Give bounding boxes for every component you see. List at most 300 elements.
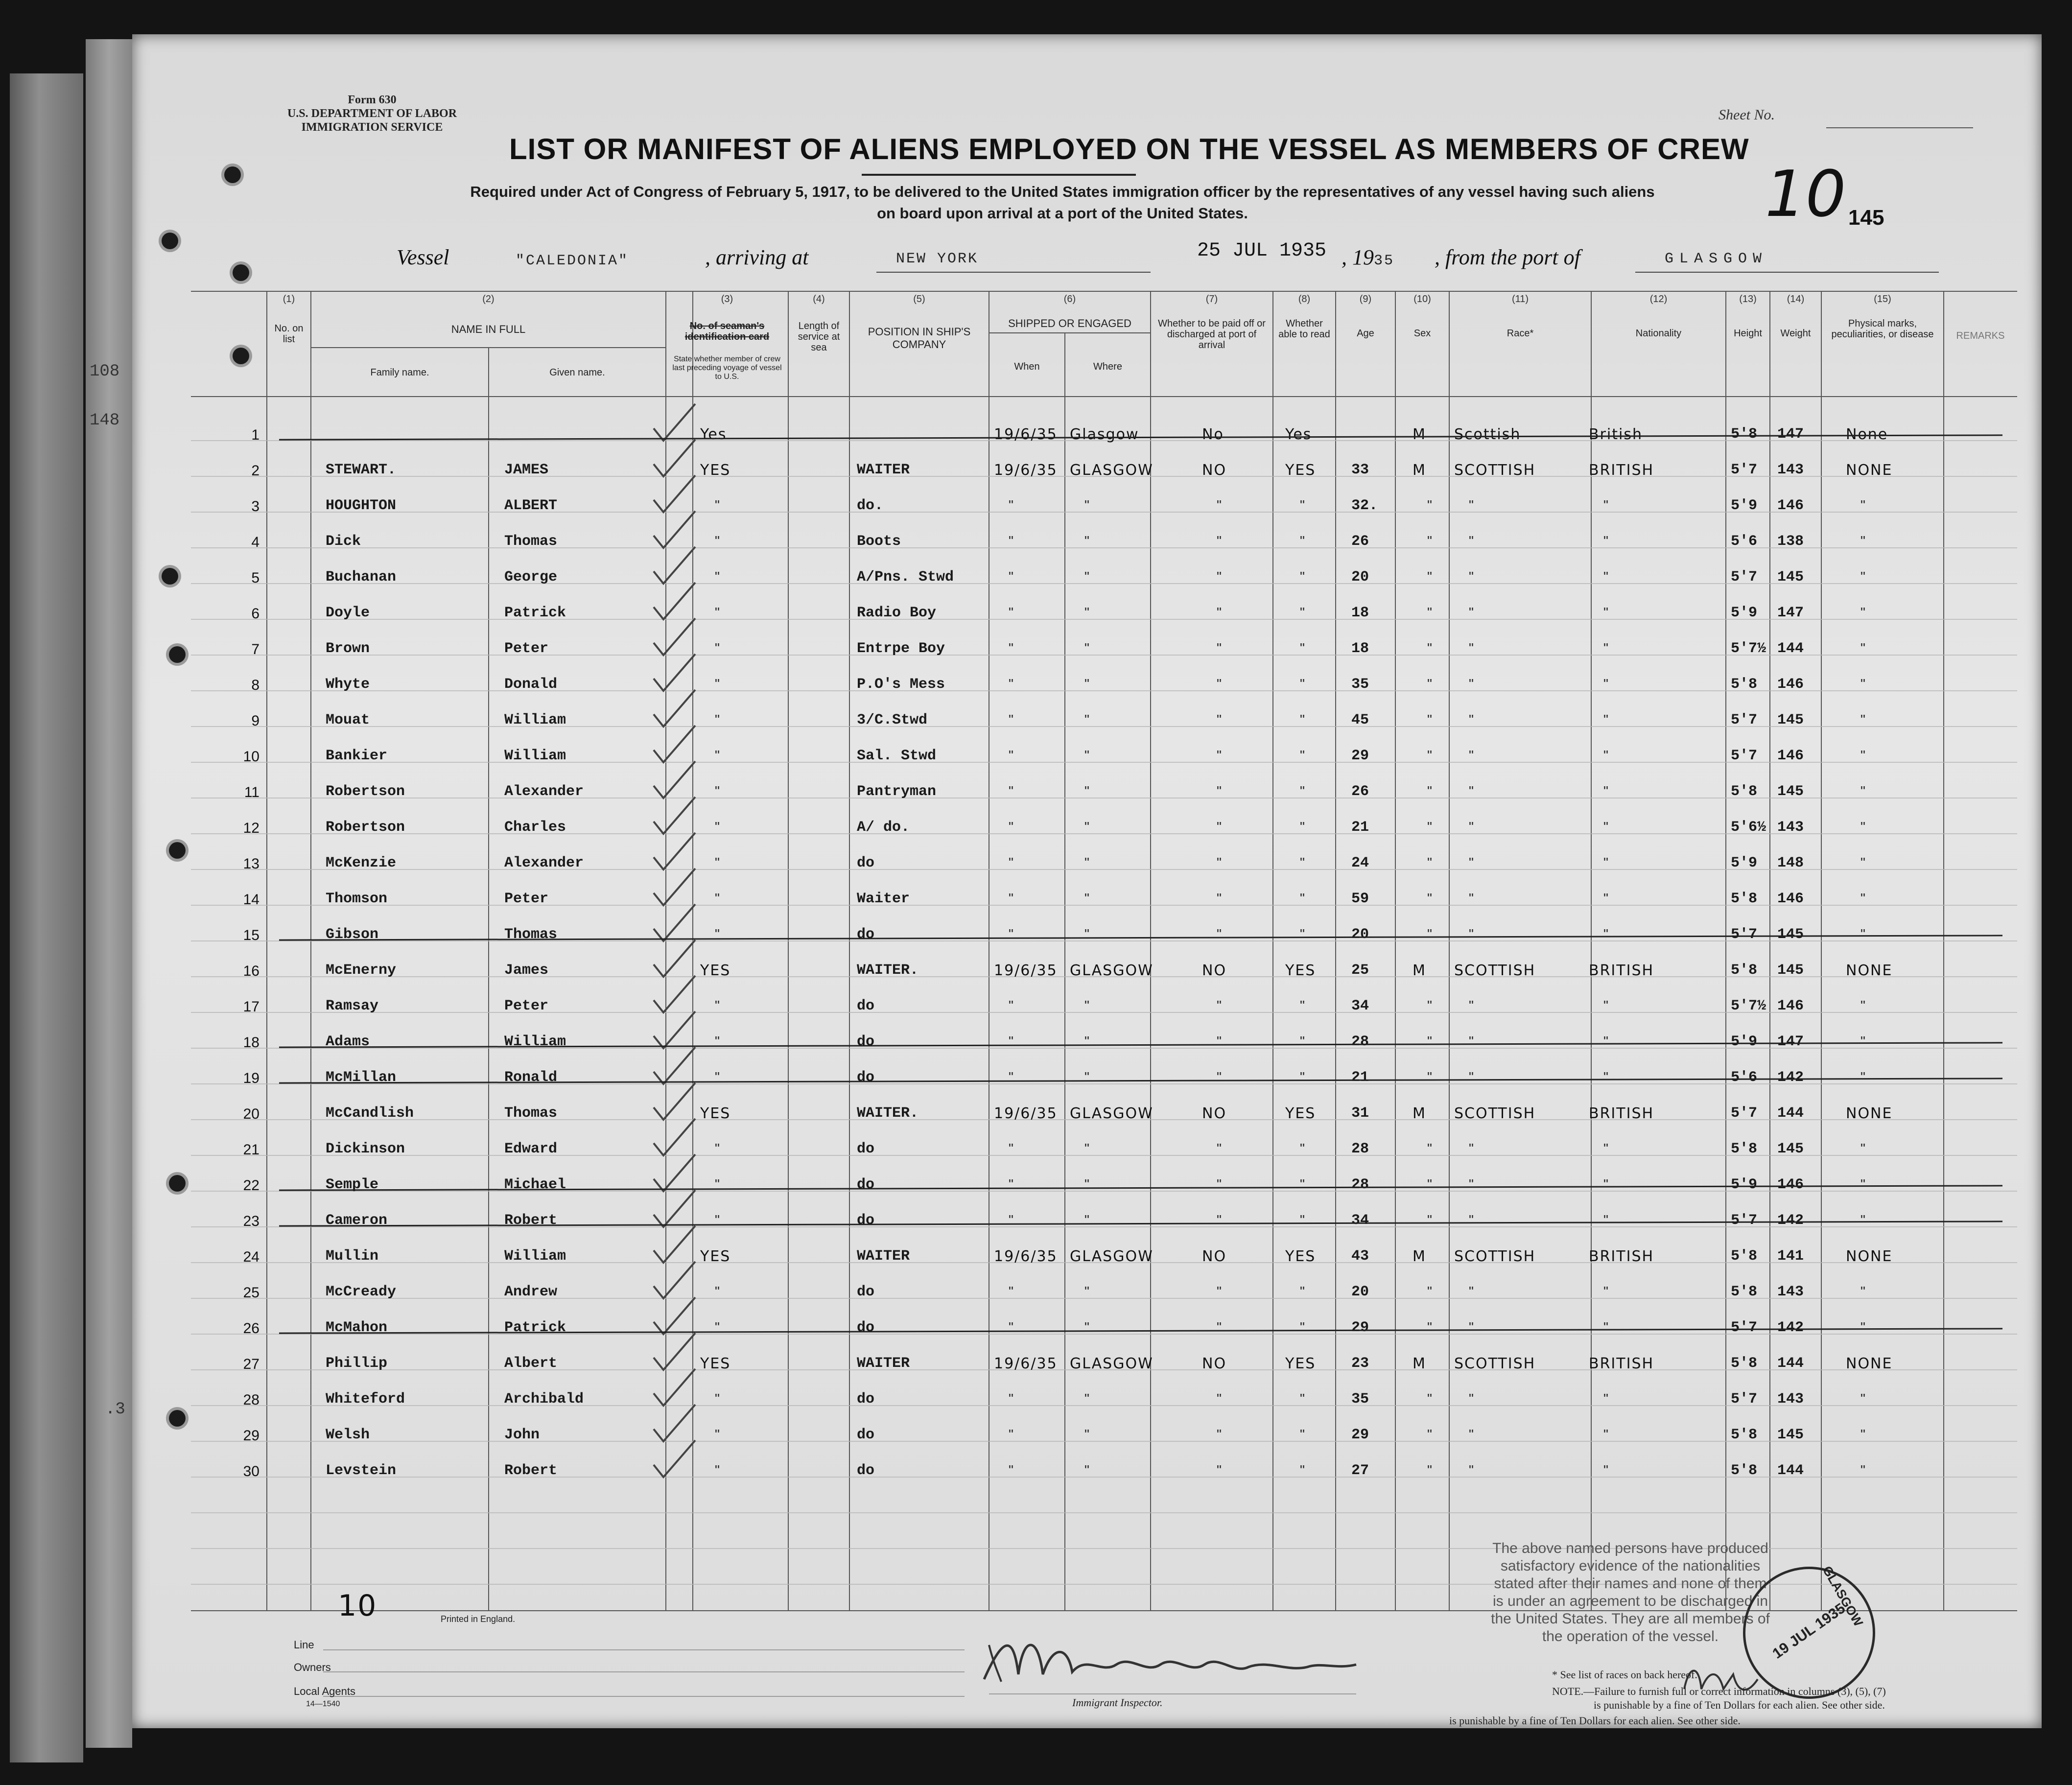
races-note: * See list of races on back hereof.	[1552, 1668, 1697, 1681]
paid-off-cell: No	[1202, 426, 1224, 443]
age-cell: 24	[1351, 855, 1369, 871]
race-cell: SCOTTISH	[1454, 1248, 1536, 1265]
shipped-where-cell: "	[1084, 605, 1089, 620]
sex-cell: "	[1427, 605, 1432, 620]
position-cell: do	[857, 998, 875, 1014]
shipped-when-cell: "	[1009, 783, 1013, 799]
position-cell: do	[857, 1427, 875, 1443]
weight-cell: 146	[1777, 1176, 1804, 1193]
sex-cell: "	[1427, 1141, 1432, 1156]
race-cell: "	[1469, 1284, 1474, 1299]
given-name-cell: Peter	[504, 998, 549, 1014]
able-to-read-cell: "	[1300, 783, 1305, 799]
age-cell: 28	[1351, 1141, 1369, 1157]
sex-cell: M	[1413, 1248, 1426, 1265]
race-cell: "	[1469, 819, 1474, 834]
position-cell: do	[857, 855, 875, 871]
shipped-where-cell: "	[1084, 1462, 1089, 1478]
family-name-cell: Whiteford	[326, 1391, 405, 1408]
height-cell: 5'9	[1731, 1033, 1758, 1050]
given-name-cell: John	[504, 1427, 540, 1443]
paid-off-cell: "	[1217, 1069, 1222, 1084]
stamp-date: 19 JUL 1935	[1769, 1600, 1848, 1662]
paid-off-cell: "	[1217, 998, 1222, 1013]
shipped-where-cell: "	[1084, 640, 1089, 656]
col-num-2: (2)	[482, 294, 494, 305]
shipped-where-cell: "	[1084, 1212, 1089, 1227]
given-name-cell: Edward	[504, 1141, 558, 1157]
nationality-cell: British	[1589, 426, 1643, 443]
weight-cell: 144	[1777, 640, 1804, 657]
weight-cell: 147	[1777, 605, 1804, 621]
page-title: LIST OR MANIFEST OF ALIENS EMPLOYED ON THE VESSEL AS MEMBERS OF CREW	[509, 133, 1749, 165]
family-name-cell: McEnerny	[326, 962, 397, 979]
from-port-label: , from the port of	[1435, 245, 1580, 269]
height-cell: 5'8	[1731, 783, 1758, 800]
paid-off-cell: "	[1217, 1141, 1222, 1156]
shipped-where-cell: "	[1084, 533, 1089, 548]
cert-line-5: the United States. They are all members of	[1491, 1611, 1770, 1627]
strip-number-2: 148	[90, 411, 120, 430]
able-to-read-cell: YES	[1285, 962, 1316, 979]
shipped-where-cell: "	[1084, 712, 1089, 727]
physical-marks-cell: "	[1860, 569, 1865, 584]
nationality-cell: "	[1603, 855, 1608, 870]
race-cell: "	[1469, 1427, 1474, 1442]
physical-marks-cell: NONE	[1846, 1105, 1893, 1122]
sex-cell: "	[1427, 748, 1432, 763]
physical-marks-cell: "	[1860, 1212, 1865, 1227]
family-name-cell: Bankier	[326, 748, 388, 764]
family-name-cell: Cameron	[326, 1212, 388, 1229]
sex-cell: "	[1427, 1284, 1432, 1299]
row-number: 14	[243, 892, 259, 908]
race-cell: SCOTTISH	[1454, 1105, 1536, 1122]
header-shipped-engaged: SHIPPED OR ENGAGED	[1008, 317, 1131, 329]
nationality-cell: "	[1603, 819, 1608, 834]
family-name-cell: HOUGHTON	[326, 497, 397, 514]
age-cell: 20	[1351, 569, 1369, 586]
given-name-cell: Peter	[504, 640, 549, 657]
weight-cell: 143	[1777, 1391, 1804, 1408]
scanner-edge-inner	[86, 39, 132, 1748]
given-name-cell: Alexander	[504, 855, 584, 871]
height-cell: 5'7½	[1731, 640, 1766, 657]
position-cell: A/Pns. Stwd	[857, 569, 954, 586]
weight-cell: 145	[1777, 712, 1804, 728]
family-name-cell: Buchanan	[326, 569, 397, 586]
nationality-cell: "	[1603, 783, 1608, 799]
nationality-cell: "	[1603, 1319, 1608, 1335]
position-cell: Boots	[857, 533, 901, 550]
family-name-cell: STEWART.	[326, 462, 397, 478]
given-name-cell: JAMES	[504, 462, 549, 478]
paid-off-cell: "	[1217, 891, 1222, 906]
shipped-when-cell: "	[1009, 1462, 1013, 1478]
physical-marks-cell: "	[1860, 855, 1865, 870]
physical-marks-cell: None	[1846, 426, 1888, 443]
header-when: When	[1014, 361, 1040, 372]
age-cell: 35	[1351, 1391, 1369, 1408]
height-cell: 5'8	[1731, 1141, 1758, 1157]
row-number: 27	[243, 1356, 259, 1372]
position-cell: do	[857, 1176, 875, 1193]
shipped-where-cell: "	[1084, 676, 1089, 691]
paid-off-cell: "	[1217, 1212, 1222, 1227]
age-cell: 21	[1351, 819, 1369, 836]
handwritten-total: 10	[338, 1589, 377, 1623]
col-num-1: (1)	[283, 294, 295, 305]
physical-marks-cell: "	[1860, 1176, 1865, 1192]
able-to-read-cell: "	[1300, 640, 1305, 656]
nationality-cell: "	[1603, 1176, 1608, 1192]
position-cell: do	[857, 1212, 875, 1229]
previous-voyage-cell: "	[715, 640, 720, 656]
previous-voyage-cell: "	[715, 1141, 720, 1156]
year-value: 35	[1374, 253, 1395, 269]
age-cell: 18	[1351, 640, 1369, 657]
previous-voyage-cell: YES	[700, 962, 731, 979]
able-to-read-cell: YES	[1285, 462, 1316, 479]
previous-voyage-cell: "	[715, 712, 720, 727]
race-cell: SCOTTISH	[1454, 962, 1536, 979]
age-cell: 20	[1351, 926, 1369, 943]
age-cell: 43	[1351, 1248, 1369, 1265]
sheet-printed-number: 145	[1848, 206, 1884, 230]
crew-rows	[132, 34, 2042, 1650]
paid-off-cell: "	[1217, 640, 1222, 656]
shipped-when-cell: "	[1009, 1176, 1013, 1192]
shipped-when-cell: "	[1009, 1284, 1013, 1299]
able-to-read-cell: "	[1300, 1284, 1305, 1299]
shipped-when-cell: "	[1009, 533, 1013, 548]
height-cell: 5'7	[1731, 1212, 1758, 1229]
sex-cell: "	[1427, 497, 1432, 513]
shipped-when-cell: 19/6/35	[994, 1105, 1058, 1122]
given-name-cell: Patrick	[504, 605, 566, 621]
physical-marks-cell: "	[1860, 1284, 1865, 1299]
col-num-9: (9)	[1359, 294, 1372, 305]
given-name-cell: Alexander	[504, 783, 584, 800]
row-number: 22	[243, 1177, 259, 1194]
shipped-where-cell: Glasgow	[1070, 426, 1139, 443]
line-label: Line	[294, 1639, 314, 1651]
nationality-cell: BRITISH	[1589, 962, 1654, 979]
previous-voyage-cell: "	[715, 1284, 720, 1299]
weight-cell: 146	[1777, 891, 1804, 907]
previous-voyage-cell: "	[715, 926, 720, 941]
sex-cell: M	[1413, 462, 1426, 479]
able-to-read-cell: Yes	[1285, 426, 1312, 443]
height-cell: 5'9	[1731, 497, 1758, 514]
col-num-3: (3)	[721, 294, 733, 305]
race-cell: "	[1469, 1462, 1474, 1478]
age-cell: 34	[1351, 1212, 1369, 1229]
position-cell: do	[857, 1462, 875, 1479]
nationality-cell: "	[1603, 1212, 1608, 1227]
family-name-cell: Doyle	[326, 605, 370, 621]
inspector-signature	[974, 1625, 1366, 1694]
previous-voyage-cell: "	[715, 1319, 720, 1335]
col-num-12: (12)	[1649, 294, 1668, 305]
race-cell: "	[1469, 926, 1474, 941]
cert-line-1: The above named persons have produced	[1492, 1540, 1768, 1556]
nationality-cell: BRITISH	[1589, 1105, 1654, 1122]
given-name-cell: Thomas	[504, 533, 558, 550]
shipped-when-cell: 19/6/35	[994, 1355, 1058, 1372]
inspector-label: Immigrant Inspector.	[1072, 1696, 1163, 1709]
able-to-read-cell: "	[1300, 676, 1305, 691]
paid-off-cell: "	[1217, 497, 1222, 513]
race-cell: "	[1469, 748, 1474, 763]
age-cell: 25	[1351, 962, 1369, 979]
sex-cell: "	[1427, 1212, 1432, 1227]
height-cell: 5'6	[1731, 533, 1758, 550]
physical-marks-cell: "	[1860, 1069, 1865, 1084]
col-num-13: (13)	[1739, 294, 1757, 305]
header-able-to-read: Whether able to read	[1278, 318, 1330, 340]
nationality-cell: "	[1603, 569, 1608, 584]
height-cell: 5'8	[1731, 1462, 1758, 1479]
age-cell: 35	[1351, 676, 1369, 693]
weight-cell: 145	[1777, 1141, 1804, 1157]
nationality-cell: BRITISH	[1589, 1248, 1654, 1265]
given-name-cell: Robert	[504, 1462, 558, 1479]
age-cell: 28	[1351, 1033, 1369, 1050]
able-to-read-cell: "	[1300, 605, 1305, 620]
previous-voyage-cell: "	[715, 855, 720, 870]
paid-off-cell: "	[1217, 605, 1222, 620]
physical-marks-cell: "	[1860, 497, 1865, 513]
col-num-14: (14)	[1787, 294, 1805, 305]
shipped-when-cell: "	[1009, 926, 1013, 941]
physical-marks-cell: "	[1860, 1033, 1865, 1049]
position-cell: WAITER.	[857, 962, 919, 979]
nationality-cell: "	[1603, 497, 1608, 513]
able-to-read-cell: "	[1300, 855, 1305, 870]
position-cell: A/ do.	[857, 819, 910, 836]
age-cell: 59	[1351, 891, 1369, 907]
physical-marks-cell: "	[1860, 1391, 1865, 1406]
family-name-cell: McKenzie	[326, 855, 397, 871]
position-cell: P.O's Mess	[857, 676, 945, 693]
shipped-where-cell: "	[1084, 1033, 1089, 1049]
sex-cell: "	[1427, 1176, 1432, 1192]
col-num-15: (15)	[1874, 294, 1891, 305]
shipped-when-cell: 19/6/35	[994, 462, 1058, 479]
paid-off-cell: "	[1217, 783, 1222, 799]
paid-off-cell: "	[1217, 1462, 1222, 1478]
able-to-read-cell: "	[1300, 1141, 1305, 1156]
row-number: 19	[243, 1070, 259, 1086]
penalty-note-1: NOTE.—Failure to furnish full or correct information in columns (3), (5), (7)	[1552, 1685, 1886, 1697]
weight-cell: 142	[1777, 1069, 1804, 1086]
paid-off-cell: "	[1217, 569, 1222, 584]
sex-cell: "	[1427, 819, 1432, 834]
height-cell: 5'9	[1731, 1176, 1758, 1193]
sex-cell: M	[1413, 962, 1426, 979]
weight-cell: 148	[1777, 855, 1804, 871]
nationality-cell: "	[1603, 998, 1608, 1013]
physical-marks-cell: "	[1860, 783, 1865, 799]
able-to-read-cell: "	[1300, 819, 1305, 834]
arrival-port: NEW YORK	[896, 251, 979, 267]
position-cell: do	[857, 1069, 875, 1086]
penalty-note-2: is punishable by a fine of Ten Dollars for each alien. See other side.	[1594, 1699, 1885, 1711]
race-cell: "	[1469, 640, 1474, 656]
shipped-when-cell: "	[1009, 891, 1013, 906]
race-cell: SCOTTISH	[1454, 1355, 1536, 1372]
departure-port: GLASGOW	[1665, 251, 1768, 267]
family-name-cell: Mullin	[326, 1248, 379, 1265]
family-name-cell: Mouat	[326, 712, 370, 728]
race-cell: "	[1469, 1069, 1474, 1084]
family-name-cell: McCready	[326, 1284, 397, 1300]
header-where: Where	[1093, 361, 1122, 372]
row-number: 28	[243, 1392, 259, 1408]
position-cell: do	[857, 1284, 875, 1300]
able-to-read-cell: "	[1300, 926, 1305, 941]
sex-cell: "	[1427, 712, 1432, 727]
paid-off-cell: NO	[1202, 462, 1227, 479]
department-label: U.S. DEPARTMENT OF LABOR	[287, 107, 457, 120]
nationality-cell: "	[1603, 1069, 1608, 1084]
height-cell: 5'8	[1731, 1248, 1758, 1265]
paid-off-cell: "	[1217, 1284, 1222, 1299]
weight-cell: 146	[1777, 748, 1804, 764]
given-name-cell: Archibald	[504, 1391, 584, 1408]
age-cell: 29	[1351, 748, 1369, 764]
height-cell: 5'8	[1731, 676, 1758, 693]
position-cell: do	[857, 1319, 875, 1336]
stamp-port: GLASGOW	[1819, 1563, 1866, 1629]
physical-marks-cell: NONE	[1846, 1248, 1893, 1265]
shipped-when-cell: "	[1009, 1427, 1013, 1442]
given-name-cell: Andrew	[504, 1284, 558, 1300]
sex-cell: "	[1427, 783, 1432, 799]
row-number: 6	[251, 606, 259, 622]
previous-voyage-cell: "	[715, 1212, 720, 1227]
paid-off-cell: "	[1217, 748, 1222, 763]
shipped-when-cell: 19/6/35	[994, 1248, 1058, 1265]
previous-voyage-cell: "	[715, 783, 720, 799]
weight-cell: 146	[1777, 497, 1804, 514]
height-cell: 5'7	[1731, 569, 1758, 586]
paid-off-cell: NO	[1202, 1355, 1227, 1372]
given-name-cell: Albert	[504, 1355, 558, 1372]
shipped-when-cell: "	[1009, 1212, 1013, 1227]
shipped-when-cell: "	[1009, 855, 1013, 870]
family-name-cell: McMahon	[326, 1319, 388, 1336]
position-cell: WAITER	[857, 1248, 910, 1265]
height-cell: 5'8	[1731, 1355, 1758, 1372]
given-name-cell: James	[504, 962, 549, 979]
family-name-cell: Dickinson	[326, 1141, 405, 1157]
vessel-label: Vessel	[397, 245, 449, 269]
paid-off-cell: "	[1217, 1391, 1222, 1406]
position-cell: Radio Boy	[857, 605, 937, 621]
sex-cell: "	[1427, 1427, 1432, 1442]
given-name-cell: William	[504, 1248, 566, 1265]
weight-cell: 146	[1777, 676, 1804, 693]
sex-cell: "	[1427, 1033, 1432, 1049]
position-cell: Waiter	[857, 891, 910, 907]
row-number: 26	[243, 1320, 259, 1337]
family-name-cell: Robertson	[326, 819, 405, 836]
row-number: 1	[251, 427, 259, 443]
shipped-when-cell: "	[1009, 640, 1013, 656]
given-name-cell: Thomas	[504, 926, 558, 943]
position-cell: do	[857, 1141, 875, 1157]
age-cell: 27	[1351, 1462, 1369, 1479]
position-cell: WAITER	[857, 462, 910, 478]
race-cell: "	[1469, 569, 1474, 584]
nationality-cell: BRITISH	[1589, 462, 1654, 479]
sex-cell: M	[1413, 1355, 1426, 1372]
row-number: 3	[251, 498, 259, 515]
nationality-cell: "	[1603, 1462, 1608, 1478]
height-cell: 5'8	[1731, 962, 1758, 979]
previous-voyage-cell: "	[715, 891, 720, 906]
previous-voyage-cell: "	[715, 533, 720, 548]
weight-cell: 142	[1777, 1319, 1804, 1336]
physical-marks-cell: "	[1860, 1462, 1865, 1478]
race-cell: "	[1469, 783, 1474, 799]
strip-number-1: 108	[90, 362, 120, 381]
header-age: Age	[1357, 328, 1374, 339]
shipped-where-cell: "	[1084, 1176, 1089, 1192]
race-cell: "	[1469, 712, 1474, 727]
physical-marks-cell: NONE	[1846, 962, 1893, 979]
row-number: 15	[243, 927, 259, 943]
race-cell: "	[1469, 1319, 1474, 1335]
header-physical-marks: Physical marks, peculiarities, or disease	[1831, 318, 1934, 340]
given-name-cell: Patrick	[504, 1319, 566, 1336]
given-name-cell: Robert	[504, 1212, 558, 1229]
shipped-when-cell: 19/6/35	[994, 962, 1058, 979]
row-number: 21	[243, 1142, 259, 1158]
row-number: 2	[251, 463, 259, 479]
physical-marks-cell: "	[1860, 998, 1865, 1013]
physical-marks-cell: "	[1860, 676, 1865, 691]
able-to-read-cell: "	[1300, 569, 1305, 584]
physical-marks-cell: NONE	[1846, 462, 1893, 479]
header-no-on-list: No. on list	[274, 323, 304, 345]
header-length-of-service: Length of service at sea	[798, 321, 840, 353]
previous-voyage-cell: "	[715, 1033, 720, 1049]
shipped-where-cell: "	[1084, 926, 1089, 941]
age-cell: 23	[1351, 1355, 1369, 1372]
nationality-cell: "	[1603, 533, 1608, 548]
race-cell: "	[1469, 1176, 1474, 1192]
header-given-name: Given name.	[549, 367, 605, 378]
paid-off-cell: "	[1217, 1427, 1222, 1442]
strip-number-3: .3	[105, 1400, 125, 1419]
physical-marks-cell: "	[1860, 640, 1865, 656]
previous-voyage-cell: "	[715, 497, 720, 513]
shipped-when-cell: "	[1009, 819, 1013, 834]
paid-off-cell: NO	[1202, 1248, 1227, 1265]
weight-cell: 143	[1777, 462, 1804, 478]
given-name-cell: William	[504, 712, 566, 728]
weight-cell: 147	[1777, 1033, 1804, 1050]
row-number: 13	[243, 856, 259, 872]
shipped-where-cell: GLASGOW	[1070, 1355, 1154, 1372]
row-number: 11	[244, 784, 259, 800]
physical-marks-cell: NONE	[1846, 1355, 1893, 1372]
able-to-read-cell: "	[1300, 1176, 1305, 1192]
sex-cell: "	[1427, 1069, 1432, 1084]
